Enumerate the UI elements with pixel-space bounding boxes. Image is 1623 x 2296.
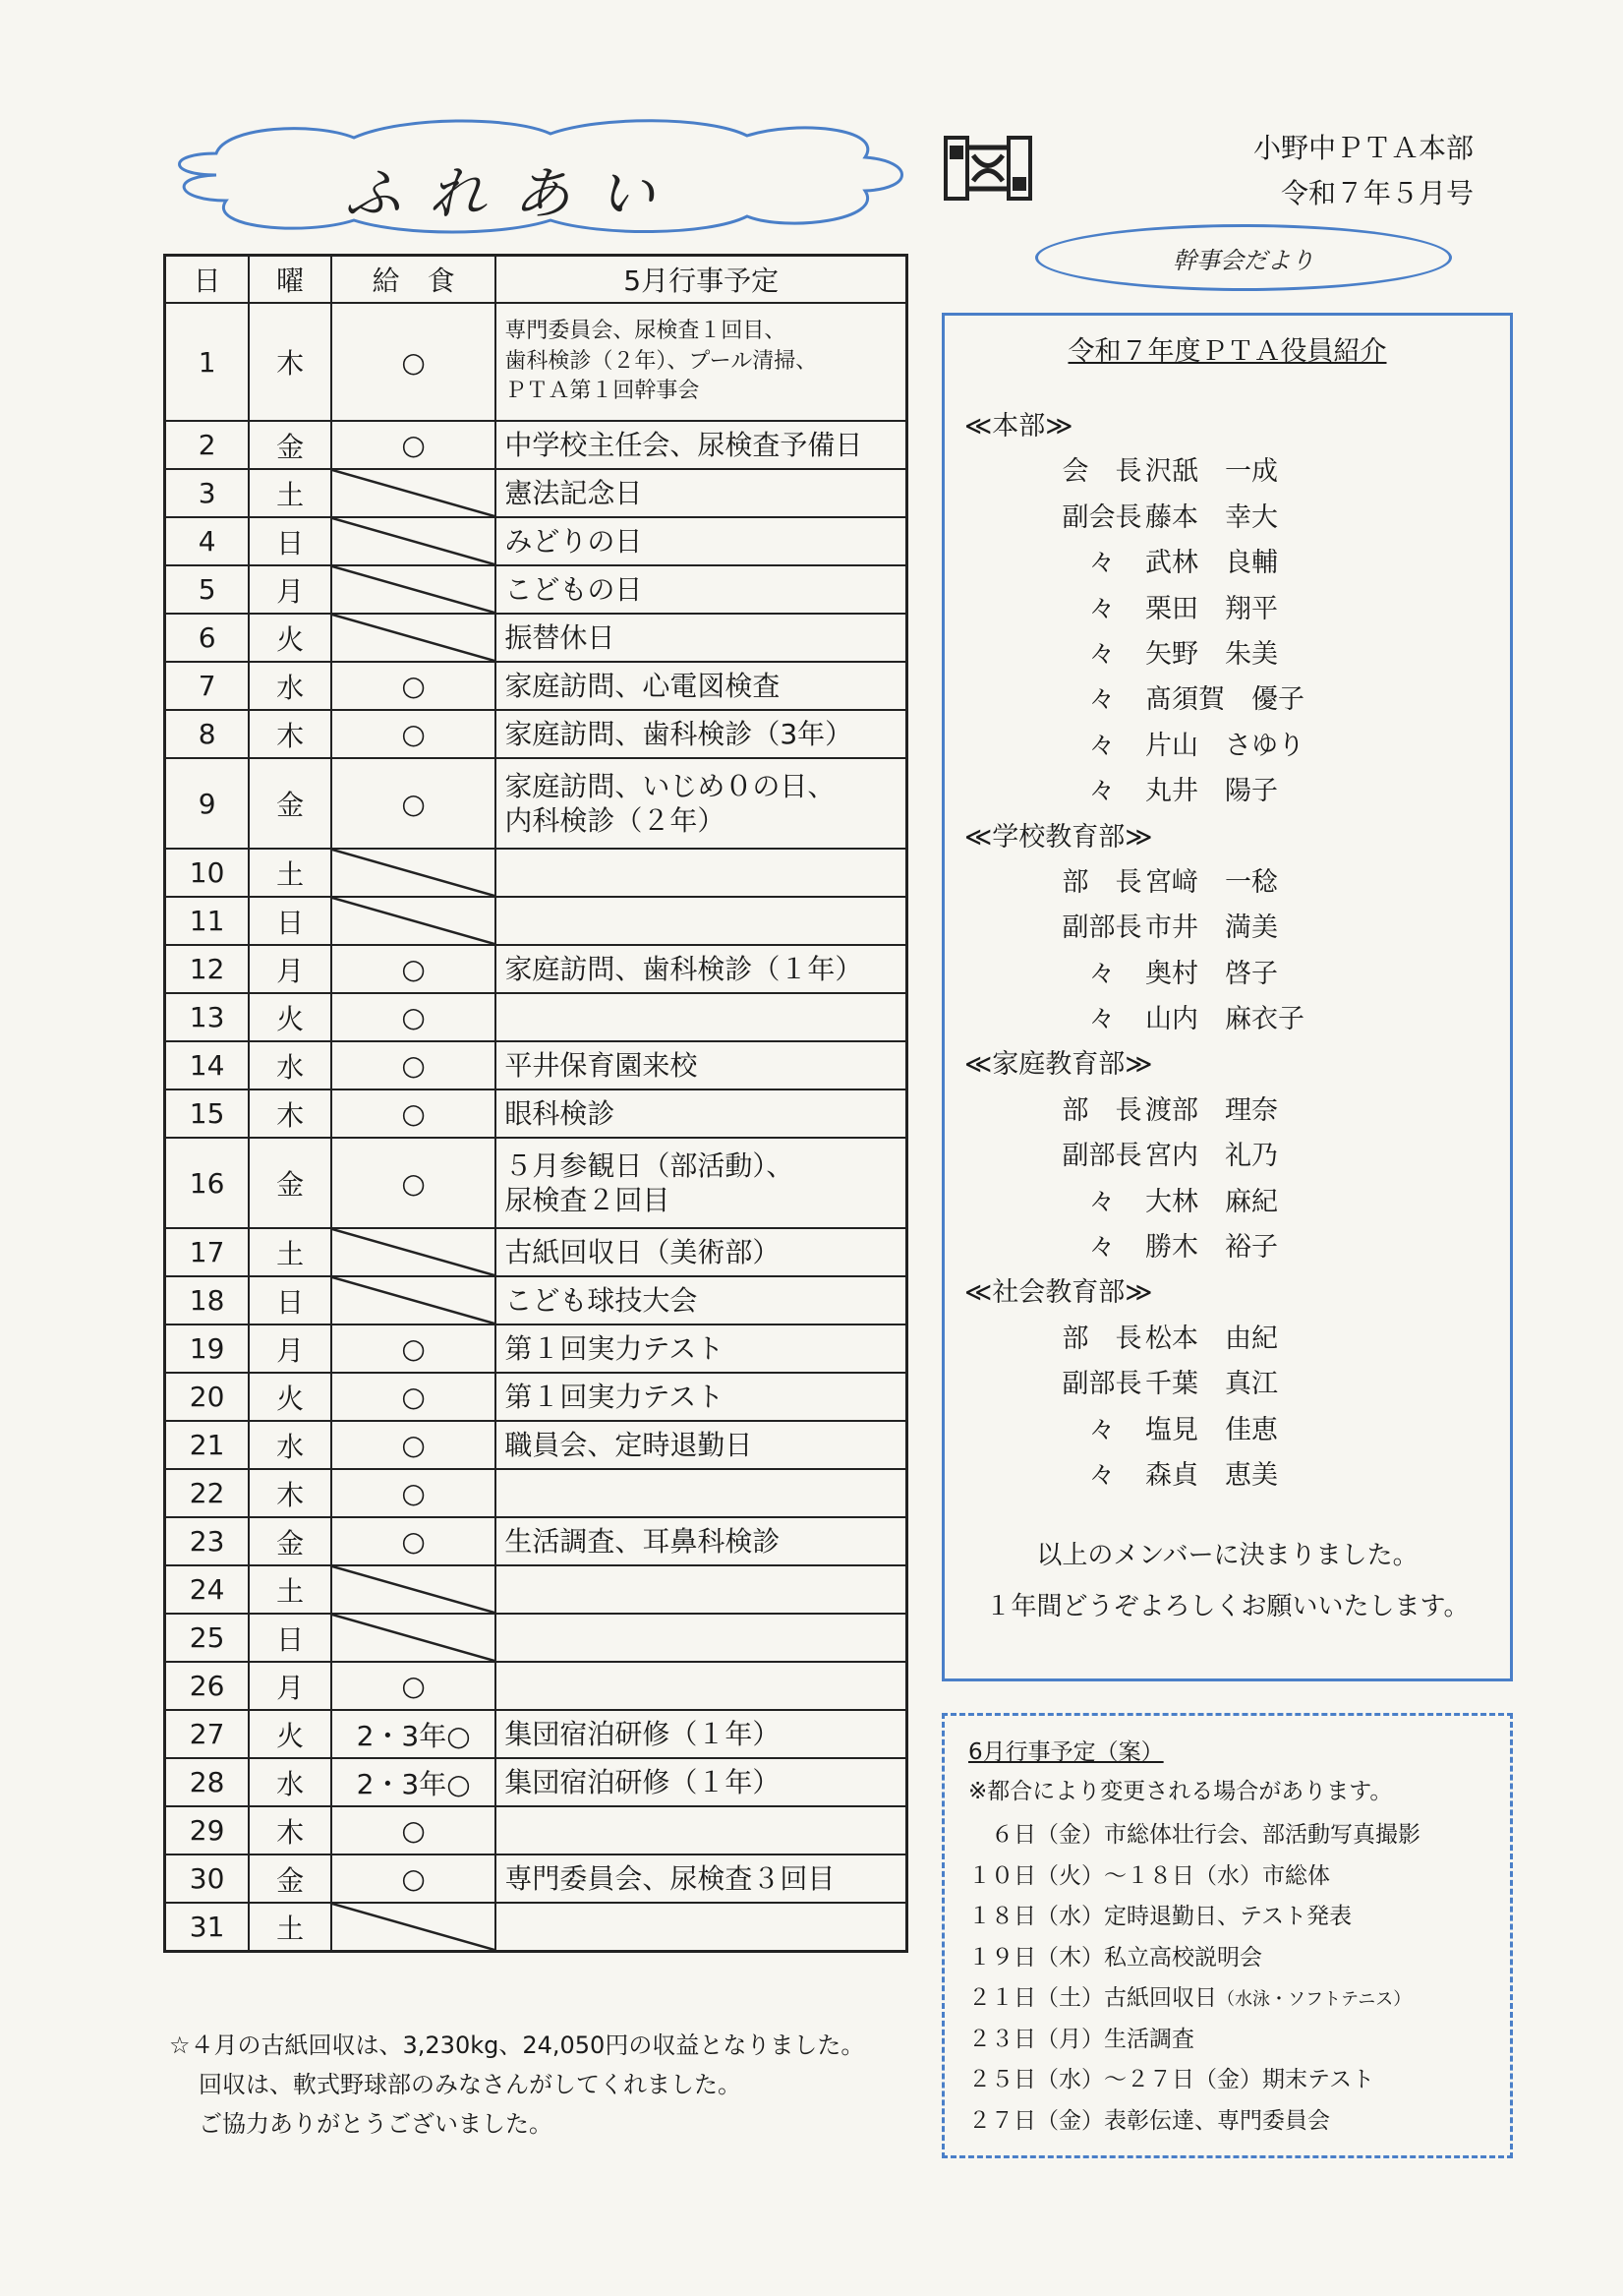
lunch-cell [331,614,495,662]
officer-role: 部 長 [1062,866,1142,898]
officer-role: 々 [1088,548,1116,579]
table-row [165,897,907,945]
weekday-cell: 木 [249,710,331,758]
lunch-cell: ○ [331,1469,495,1517]
event-cell [495,517,906,565]
lunch-cell: ○ [331,662,495,710]
june-event-text: １０日（火）～１８日（水）市総体 [968,1862,1330,1889]
day-cell: 10 [165,849,250,897]
weekday-cell: 火 [249,614,331,662]
june-event-text: ６日（金）市総体壮行会、部活動写真撮影 [968,1822,1420,1848]
day-cell: 3 [165,469,250,517]
event-line: 家庭訪問、いじめ０の日、 [504,770,836,802]
weekday-cell: 月 [249,1325,331,1373]
june-schedule-box [942,1713,1513,2158]
officer-role: 副会長 [1062,501,1142,533]
officer-name: 宮内 礼乃 [1145,1141,1278,1172]
table-row [165,1710,907,1758]
event-line: ＰＴＡ第１回幹事会 [504,379,700,404]
col-header-weekday: 曜 [249,256,331,304]
event-line: 平井保育園来校 [504,1049,698,1082]
table-row [165,517,907,565]
officer-role: 々 [1088,593,1116,624]
officer-name: 宮﨑 一稔 [1145,866,1278,898]
officer-role: 副部長 [1062,913,1142,944]
officer-row [964,587,1495,632]
weekday-cell: 土 [249,1903,331,1952]
officer-name: 大林 麻紀 [1145,1186,1278,1217]
table-row [165,1325,907,1373]
table-row [165,1138,907,1228]
weekday-cell: 火 [249,1710,331,1758]
lunch-cell [331,897,495,945]
officer-role: 副部長 [1062,1369,1142,1400]
table-row [165,1276,907,1325]
day-cell: 1 [165,303,250,421]
officer-row [964,1408,1495,1453]
lunch-cell: ○ [331,1517,495,1565]
day-cell: 8 [165,710,250,758]
june-event-text: ２５日（水）～２７日（金）期末テスト [968,2067,1375,2092]
day-cell: 16 [165,1138,250,1228]
day-cell: 19 [165,1325,250,1373]
school-emblem-icon [944,136,1032,201]
day-cell: 21 [165,1421,250,1469]
officer-role: 会 長 [1062,456,1142,488]
event-line: 家庭訪問、心電図検査 [504,670,781,702]
note-line: 回収は、軟式野球部のみなさんがしてくれました。 [199,2071,741,2098]
event-cell [495,1041,906,1089]
weekday-cell: 水 [249,1421,331,1469]
table-row [165,565,907,614]
day-cell: 13 [165,993,250,1041]
note-line: ご協力ありがとうございました。 [199,2110,552,2138]
table-row [165,469,907,517]
weekday-cell: 火 [249,993,331,1041]
event-line: 集団宿泊研修（１年） [504,1718,781,1750]
event-cell [495,1421,906,1469]
day-cell: 23 [165,1517,250,1565]
section-badge: 幹事会だより [1035,224,1452,291]
officer-role: 副部長 [1062,1141,1142,1172]
table-row [165,1089,907,1138]
col-header-lunch: 給 食 [331,256,495,304]
note-line: ☆４月の古紙回収は、3,230kg、24,050円の収益となりました。 [169,2031,865,2059]
newsletter-title: ふれあい [344,160,683,227]
lunch-cell [331,565,495,614]
lunch-cell: ○ [331,993,495,1041]
officer-name: 塩見 佳恵 [1145,1414,1278,1445]
weekday-cell: 土 [249,1228,331,1276]
officer-name: 市井 満美 [1145,913,1278,944]
day-cell: 22 [165,1469,250,1517]
event-line: みどりの日 [504,525,643,558]
table-row [165,1662,907,1710]
june-event-text: ２３日（月）生活調査 [968,2026,1194,2052]
day-cell: 7 [165,662,250,710]
event-cell [495,1565,906,1614]
event-cell [495,758,906,849]
day-cell: 9 [165,758,250,849]
june-event [968,1824,1420,1847]
event-line: こどもの日 [504,573,643,606]
closing-line: 以上のメンバーに決まりました。 [1036,1541,1419,1570]
title-banner [157,118,904,236]
day-cell: 12 [165,945,250,993]
table-row [165,1614,907,1662]
table-row [165,1854,907,1903]
event-line: 尿検査２回目 [504,1184,670,1216]
table-row [165,1373,907,1421]
officer-row [964,1362,1495,1407]
officer-row [964,496,1495,541]
weekday-cell: 金 [249,1517,331,1565]
event-cell [495,303,906,421]
day-cell: 26 [165,1662,250,1710]
header-info [1253,126,1474,216]
event-cell [495,1903,906,1952]
june-event [968,2107,1330,2134]
weekday-cell: 木 [249,1469,331,1517]
officer-row [964,632,1495,677]
lunch-cell: ○ [331,945,495,993]
day-cell: 2 [165,421,250,469]
officer-row [964,860,1495,906]
event-line: 第１回実力テスト [504,1381,725,1413]
event-cell [495,662,906,710]
officer-name: 奥村 啓子 [1145,958,1278,989]
event-line: 内科検診（２年） [504,804,725,837]
officer-name: 松本 由紀 [1145,1323,1278,1354]
day-cell: 5 [165,565,250,614]
june-event [968,1987,1411,2010]
event-line: ５月参観日（部活動）、 [504,1149,794,1182]
officer-name: 沢舐 一成 [1145,456,1278,488]
table-row [165,710,907,758]
event-cell [495,1854,906,1903]
weekday-cell: 金 [249,1854,331,1903]
lunch-cell [331,1565,495,1614]
officers-title: 令和７年度ＰＴＡ役員紹介 [1068,336,1387,367]
lunch-cell: ○ [331,1854,495,1903]
event-cell [495,469,906,517]
weekday-cell: 月 [249,565,331,614]
event-cell [495,945,906,993]
june-event [968,1906,1352,1928]
lunch-cell [331,469,495,517]
weekday-cell: 金 [249,758,331,849]
weekday-cell: 日 [249,1276,331,1325]
day-cell: 15 [165,1089,250,1138]
weekday-cell: 火 [249,1373,331,1421]
table-row [165,1421,907,1469]
may-schedule-table [163,254,908,1953]
event-line: 集団宿泊研修（１年） [504,1766,781,1798]
table-row [165,945,907,993]
event-cell [495,849,906,897]
officer-role: 々 [1088,638,1116,670]
officer-row [964,1453,1495,1499]
officer-role: 々 [1088,776,1116,807]
event-cell [495,1373,906,1421]
col-header-events: 5月行事予定 [495,256,906,304]
june-event-text: ２７日（金）表彰伝達、専門委員会 [968,2107,1330,2134]
officer-row [964,952,1495,997]
weekday-cell: 金 [249,1138,331,1228]
officer-role: 々 [1088,1414,1116,1445]
officer-name: 山内 麻衣子 [1145,1004,1304,1035]
event-line: 古紙回収日（美術部） [504,1236,781,1268]
lunch-cell [331,517,495,565]
lunch-cell [331,849,495,897]
officer-list [964,404,1495,1499]
day-cell: 29 [165,1806,250,1854]
officer-name: 矢野 朱美 [1145,638,1278,670]
weekday-cell: 月 [249,1662,331,1710]
event-cell [495,1614,906,1662]
officer-name: 丸井 陽子 [1145,776,1278,807]
day-cell: 31 [165,1903,250,1952]
officer-name: 髙須賀 優子 [1145,684,1304,716]
event-line: 家庭訪問、歯科検診（3年） [504,718,853,750]
june-title: 6月行事予定（案） [968,1739,1164,1765]
weekday-cell: 日 [249,517,331,565]
event-line: 振替休日 [504,621,615,654]
table-row [165,662,907,710]
lunch-cell: ○ [331,1325,495,1373]
table-row [165,1806,907,1854]
officer-name: 千葉 真江 [1145,1369,1278,1400]
event-cell [495,1325,906,1373]
table-row [165,1903,907,1952]
day-cell: 24 [165,1565,250,1614]
day-cell: 6 [165,614,250,662]
officer-row [964,1317,1495,1362]
weekday-cell: 日 [249,897,331,945]
officers-box [942,313,1513,1681]
table-row [165,614,907,662]
officer-row [964,1180,1495,1225]
table-row [165,303,907,421]
section-heading: ≪学校教育部≫ [964,821,1153,853]
officer-name: 片山 さゆり [1145,730,1304,761]
weekday-cell: 水 [249,1758,331,1806]
event-line: 眼科検診 [504,1097,615,1130]
officer-row [964,541,1495,586]
event-cell [495,1138,906,1228]
event-cell [495,1089,906,1138]
event-line: 職員会、定時退勤日 [504,1429,753,1461]
officer-row [964,997,1495,1042]
officer-row [964,449,1495,495]
officer-role: 々 [1088,1186,1116,1217]
table-header-row [165,256,907,304]
event-line: 第１回実力テスト [504,1332,725,1365]
june-event [968,1944,1262,1971]
event-cell [495,565,906,614]
lunch-cell: ○ [331,1806,495,1854]
day-cell: 14 [165,1041,250,1089]
section-heading: ≪社会教育部≫ [964,1277,1153,1309]
event-cell [495,614,906,662]
weekday-cell: 木 [249,303,331,421]
day-cell: 4 [165,517,250,565]
event-cell [495,1276,906,1325]
table-row [165,758,907,849]
table-row [165,1228,907,1276]
day-cell: 25 [165,1614,250,1662]
day-cell: 17 [165,1228,250,1276]
officer-row [964,1225,1495,1270]
officer-role: 々 [1088,1232,1116,1264]
table-row [165,1469,907,1517]
day-cell: 30 [165,1854,250,1903]
table-row [165,421,907,469]
org-name: 小野中ＰＴＡ本部 [1252,132,1474,164]
june-event-sub: （水泳・ソフトテニス） [1217,1989,1412,2010]
lunch-cell [331,1614,495,1662]
event-cell [495,1806,906,1854]
lunch-cell: ○ [331,710,495,758]
event-cell [495,897,906,945]
weekday-cell: 土 [249,849,331,897]
lunch-cell: ○ [331,758,495,849]
officer-row [964,769,1495,814]
event-cell [495,1758,906,1806]
lunch-cell: 2・3年○ [331,1710,495,1758]
lunch-cell: 2・3年○ [331,1758,495,1806]
officer-row [964,677,1495,723]
officer-row [964,906,1495,951]
june-event [968,2026,1194,2052]
day-cell: 20 [165,1373,250,1421]
officer-role: 々 [1088,958,1116,989]
event-cell [495,710,906,758]
officer-role: 々 [1088,684,1116,716]
lunch-cell [331,1228,495,1276]
june-event-text: １８日（水）定時退勤日、テスト発表 [968,1904,1353,1929]
col-header-day: 日 [165,256,250,304]
june-event-text: １９日（木）私立高校説明会 [968,1944,1262,1971]
event-cell [495,421,906,469]
officer-role: 々 [1088,1004,1116,1035]
day-cell: 27 [165,1710,250,1758]
weekday-cell: 木 [249,1089,331,1138]
section-heading: ≪家庭教育部≫ [964,1049,1153,1081]
event-line: 歯科検診（２年）、プール清掃、 [504,348,818,374]
weekday-cell: 水 [249,662,331,710]
officer-name: 武林 良輔 [1145,548,1278,579]
officer-role: 部 長 [1062,1094,1142,1126]
officer-name: 勝木 裕子 [1145,1232,1278,1264]
officer-name: 渡部 理奈 [1145,1094,1278,1126]
weekday-cell: 水 [249,1041,331,1089]
event-cell [495,1228,906,1276]
officer-role: 部 長 [1062,1323,1142,1354]
officers-closing [945,1530,1510,1632]
officer-name: 藤本 幸大 [1145,501,1278,533]
lunch-cell [331,1903,495,1952]
table-row [165,1517,907,1565]
event-line: 専門委員会、尿検査３回目 [504,1862,836,1895]
recycling-note [169,2026,864,2144]
officer-row [964,1134,1495,1179]
lunch-cell: ○ [331,1373,495,1421]
lunch-cell: ○ [331,1041,495,1089]
issue-date: 令和７年５月号 [1280,177,1474,209]
lunch-cell: ○ [331,1662,495,1710]
officer-row [964,724,1495,769]
officer-name: 森貞 恵美 [1145,1459,1278,1491]
table-row [165,1041,907,1089]
officer-row [964,1089,1495,1134]
day-cell: 28 [165,1758,250,1806]
lunch-cell [331,1276,495,1325]
table-row [165,1758,907,1806]
lunch-cell: ○ [331,1421,495,1469]
day-cell: 18 [165,1276,250,1325]
officer-role: 々 [1088,730,1116,761]
table-row [165,993,907,1041]
event-line: 生活調査、耳鼻科検診 [504,1525,781,1558]
event-cell [495,1517,906,1565]
lunch-cell: ○ [331,421,495,469]
section-heading: ≪本部≫ [964,411,1073,442]
weekday-cell: 土 [249,1565,331,1614]
june-event [968,2069,1374,2091]
june-event [968,1862,1330,1889]
officer-role: 々 [1088,1459,1116,1491]
weekday-cell: 金 [249,421,331,469]
event-line: 専門委員会、尿検査１回目、 [504,318,786,343]
event-line: 憲法記念日 [504,477,643,509]
event-cell [495,1469,906,1517]
lunch-cell: ○ [331,303,495,421]
weekday-cell: 土 [249,469,331,517]
weekday-cell: 月 [249,945,331,993]
lunch-cell: ○ [331,1089,495,1138]
event-cell [495,1710,906,1758]
table-row [165,849,907,897]
event-line: 家庭訪問、歯科検診（１年） [504,953,863,985]
event-line: 中学校主任会、尿検査予備日 [504,429,863,461]
officer-name: 栗田 翔平 [1145,593,1278,624]
lunch-cell: ○ [331,1138,495,1228]
weekday-cell: 日 [249,1614,331,1662]
closing-line: １年間どうぞよろしくお願いいたします。 [985,1592,1470,1621]
event-cell [495,993,906,1041]
event-cell [495,1662,906,1710]
day-cell: 11 [165,897,250,945]
weekday-cell: 木 [249,1806,331,1854]
event-line: こども球技大会 [504,1284,698,1317]
table-row [165,1565,907,1614]
june-event-text: ２１日（土）古紙回収日 [968,1985,1217,2011]
june-note: ※都合により変更される場合があります。 [968,1779,1393,1804]
